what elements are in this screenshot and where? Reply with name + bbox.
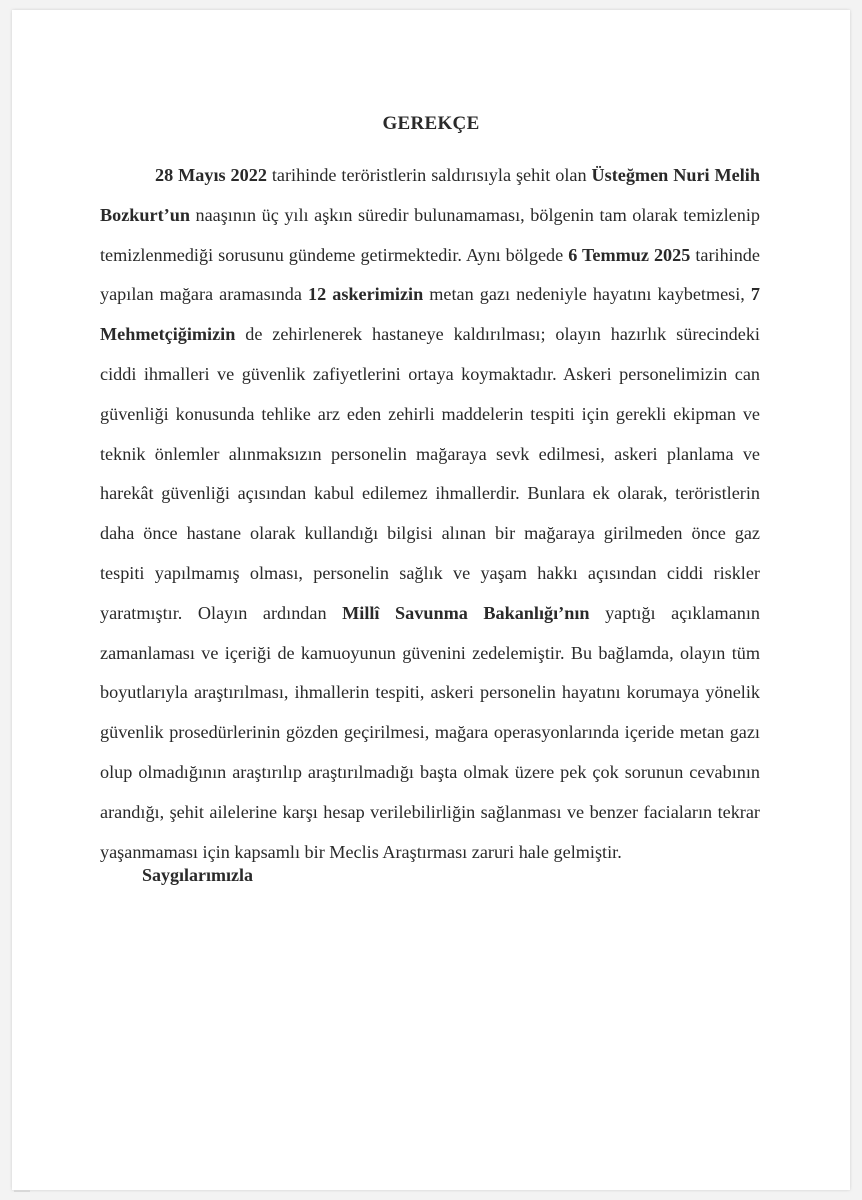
page-edge-mark: [14, 1190, 30, 1192]
paragraph-run: 12 askerimizin: [308, 284, 424, 305]
paragraph-run: metan gazı nedeniyle hayatını kaybetmesi,: [423, 284, 751, 305]
paragraph-run: yaptığı açıklamanın zamanlaması ve içeriği de kamuoyunun güvenini zedelemiştir. Bu bağlamda, olayın tüm boyutlarıyla araştırılması, ihmallerin tespiti, askeri personelin hayatını korumaya yönelik güvenlik prosedürlerinin gözden geçirilmesi, mağara operasyonlarında içeride metan gazı olup olmadığının araştırılıp araştırılmadığı başta olmak üzere pek çok sorunun cevabının arandığı, şehit ailelerine karşı hesap verilebilirliğin sağlanması ve benzer faciaların tekrar yaşanmaması için kapsamlı bir Meclis Araştırması zaruri hale gelmiştir.: [100, 602, 761, 862]
document-title: GEREKÇE: [382, 113, 480, 134]
paragraph-run: tarihinde teröristlerin saldırısıyla şehit olan: [266, 165, 592, 185]
paragraph-run: Üsteğmen Nuri Melih Bozkurt’un: [100, 165, 760, 225]
paragraph-run: de zehirlenerek hastaneye kaldırılması; olayın hazırlık sürecindeki ciddi ihmalleri ve güvenlik zafiyetlerini ortaya koymaktadır. Askeri personelimizin can güvenliği konusunda tehlike arz eden zehirli maddelerin tespiti için gerekli ekipman ve teknik önlemler alınmaksızın personelin mağaraya sevk edilmesi, askeri planlama ve harekât güvenliği açısından kabul edilemez ihmallerdir. Bunlara ek olarak, teröristlerin daha önce hastane olarak kullandığı bilgisi alınan bir mağaraya girilmeden önce gaz tespiti yapılmamış olması, personelin sağlık ve yaşam hakkı açısından ciddi riskler yaratmıştır. Olayın ardından: [100, 324, 760, 623]
paragraph-run: naaşının üç yılı aşkın süredir bulunamaması, bölgenin tam olarak temizlenip temizlenmediği sorusunu gündeme getirmektedir. Aynı bölgede: [100, 204, 760, 265]
justification-paragraph: [100, 156, 760, 872]
paragraph-run: tarihinde yapılan mağara aramasında: [100, 244, 760, 305]
paragraph-run: Millî Savunma Bakanlığı’nın: [342, 602, 590, 623]
document-page: [12, 10, 850, 1190]
closing-salutation: Saygılarımızla: [142, 865, 253, 885]
paragraph-run: 28 Mayıs 2022: [155, 165, 267, 185]
paragraph-run: 7 Mehmetçiğimizin: [100, 284, 760, 345]
paragraph-run: 6 Temmuz 2025: [568, 244, 691, 265]
